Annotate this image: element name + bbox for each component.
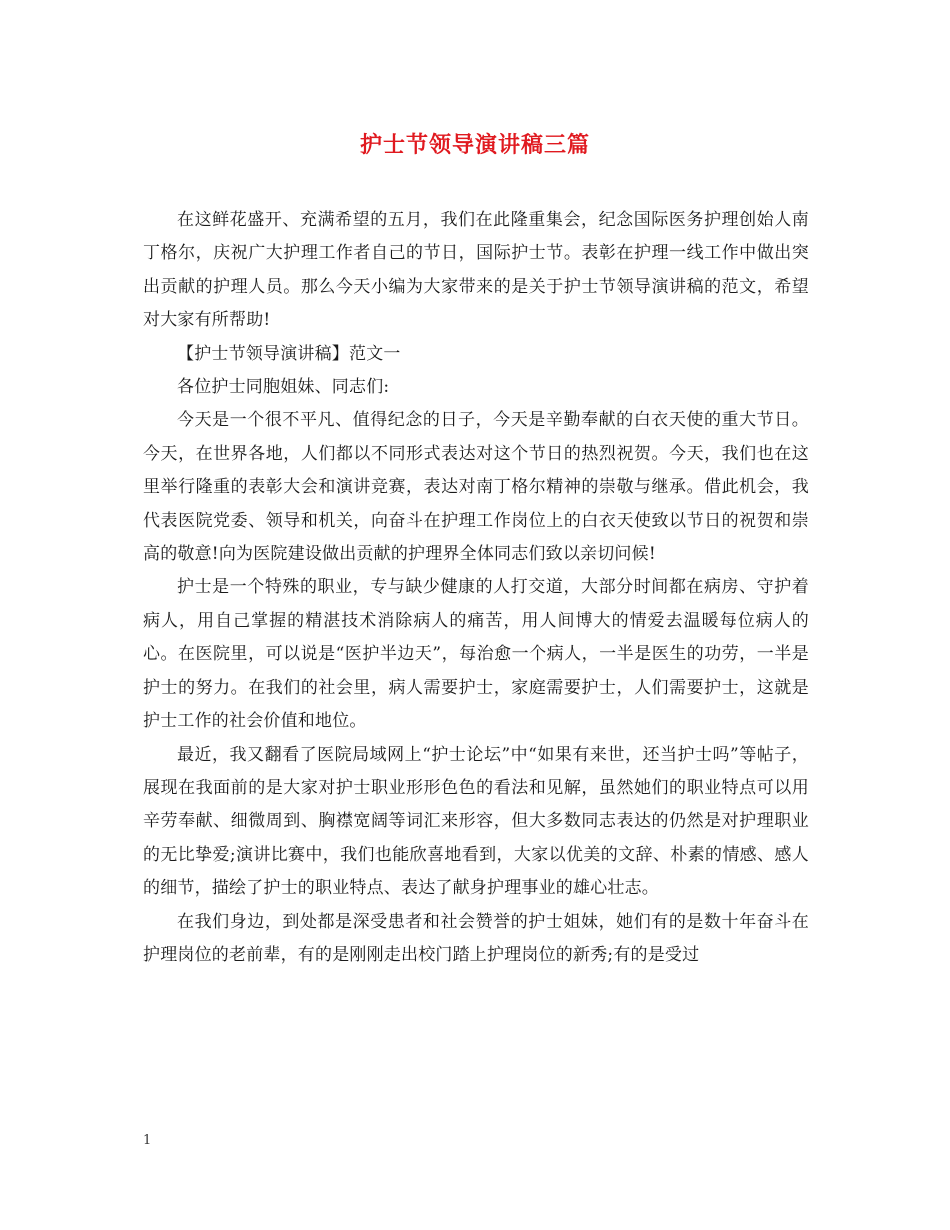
paragraph-colleagues: 在我们身边，到处都是深受患者和社会赞誉的护士姐妹，她们有的是数十年奋斗在护理岗位的老前辈，有的是刚刚走出校门踏上护理岗位的新秀;有的是受过 <box>143 911 809 965</box>
paragraph-nurse-profession: 护士是一个特殊的职业，专与缺少健康的人打交道，大部分时间都在病房、守护着病人，用自己掌握的精湛技术消除病人的痛苦，用人间博大的情爱去温暖每位病人的心。在医院里，可以说是“医护半边天”，每治愈一个病人，一半是医生的功劳，一半是护士的努力。在我们的社会里，病人需要护士，家庭需要护士，人们需要护士，这就是护士工作的社会价值和地位。 <box>143 577 809 732</box>
salutation: 各位护士同胞姐妹、同志们: <box>177 377 390 398</box>
paragraph-intro: 在这鲜花盛开、充满希望的五月，我们在此隆重集会，纪念国际医务护理创始人南丁格尔，庆祝广大护理工作者自己的节日，国际护士节。表彰在护理一线工作中做出突出贡献的护理人员。那么今天小编为大家带来的是关于护士节领导演讲稿的范文，希望对大家有所帮助! <box>143 210 809 331</box>
page-number: 1 <box>143 1133 152 1148</box>
document-title: 护士节领导演讲稿三篇 <box>359 132 590 158</box>
section-heading: 【护士节领导演讲稿】范文一 <box>177 343 401 364</box>
document-body <box>143 204 809 972</box>
paragraph-today: 今天是一个很不平凡、值得纪念的日子，今天是辛勤奉献的白衣天使的重大节日。今天，在世界各地，人们都以不同形式表达对这个节日的热烈祝贺。今天，我们也在这里举行隆重的表彰大会和演讲竞赛，表达对南丁格尔精神的崇敬与继承。借此机会，我代表医院党委、领导和机关，向奋斗在护理工作岗位上的白衣天使致以节日的祝贺和崇高的敬意!向为医院建设做出贡献的护理界全体同志们致以亲切问候! <box>143 410 809 565</box>
paragraph-forum: 最近，我又翻看了医院局域网上“护士论坛”中“如果有来世，还当护士吗”等帖子，展现在我面前的是大家对护士职业形形色色的看法和见解，虽然她们的职业特点可以用辛劳奉献、细微周到、胸襟宽阔等词汇来形容，但大多数同志表达的仍然是对护理职业的无比挚爱;演讲比赛中，我们也能欣喜地看到，大家以优美的文辞、朴素的情感、感人的细节，描绘了护士的职业特点、表达了献身护理事业的雄心壮志。 <box>143 744 809 899</box>
